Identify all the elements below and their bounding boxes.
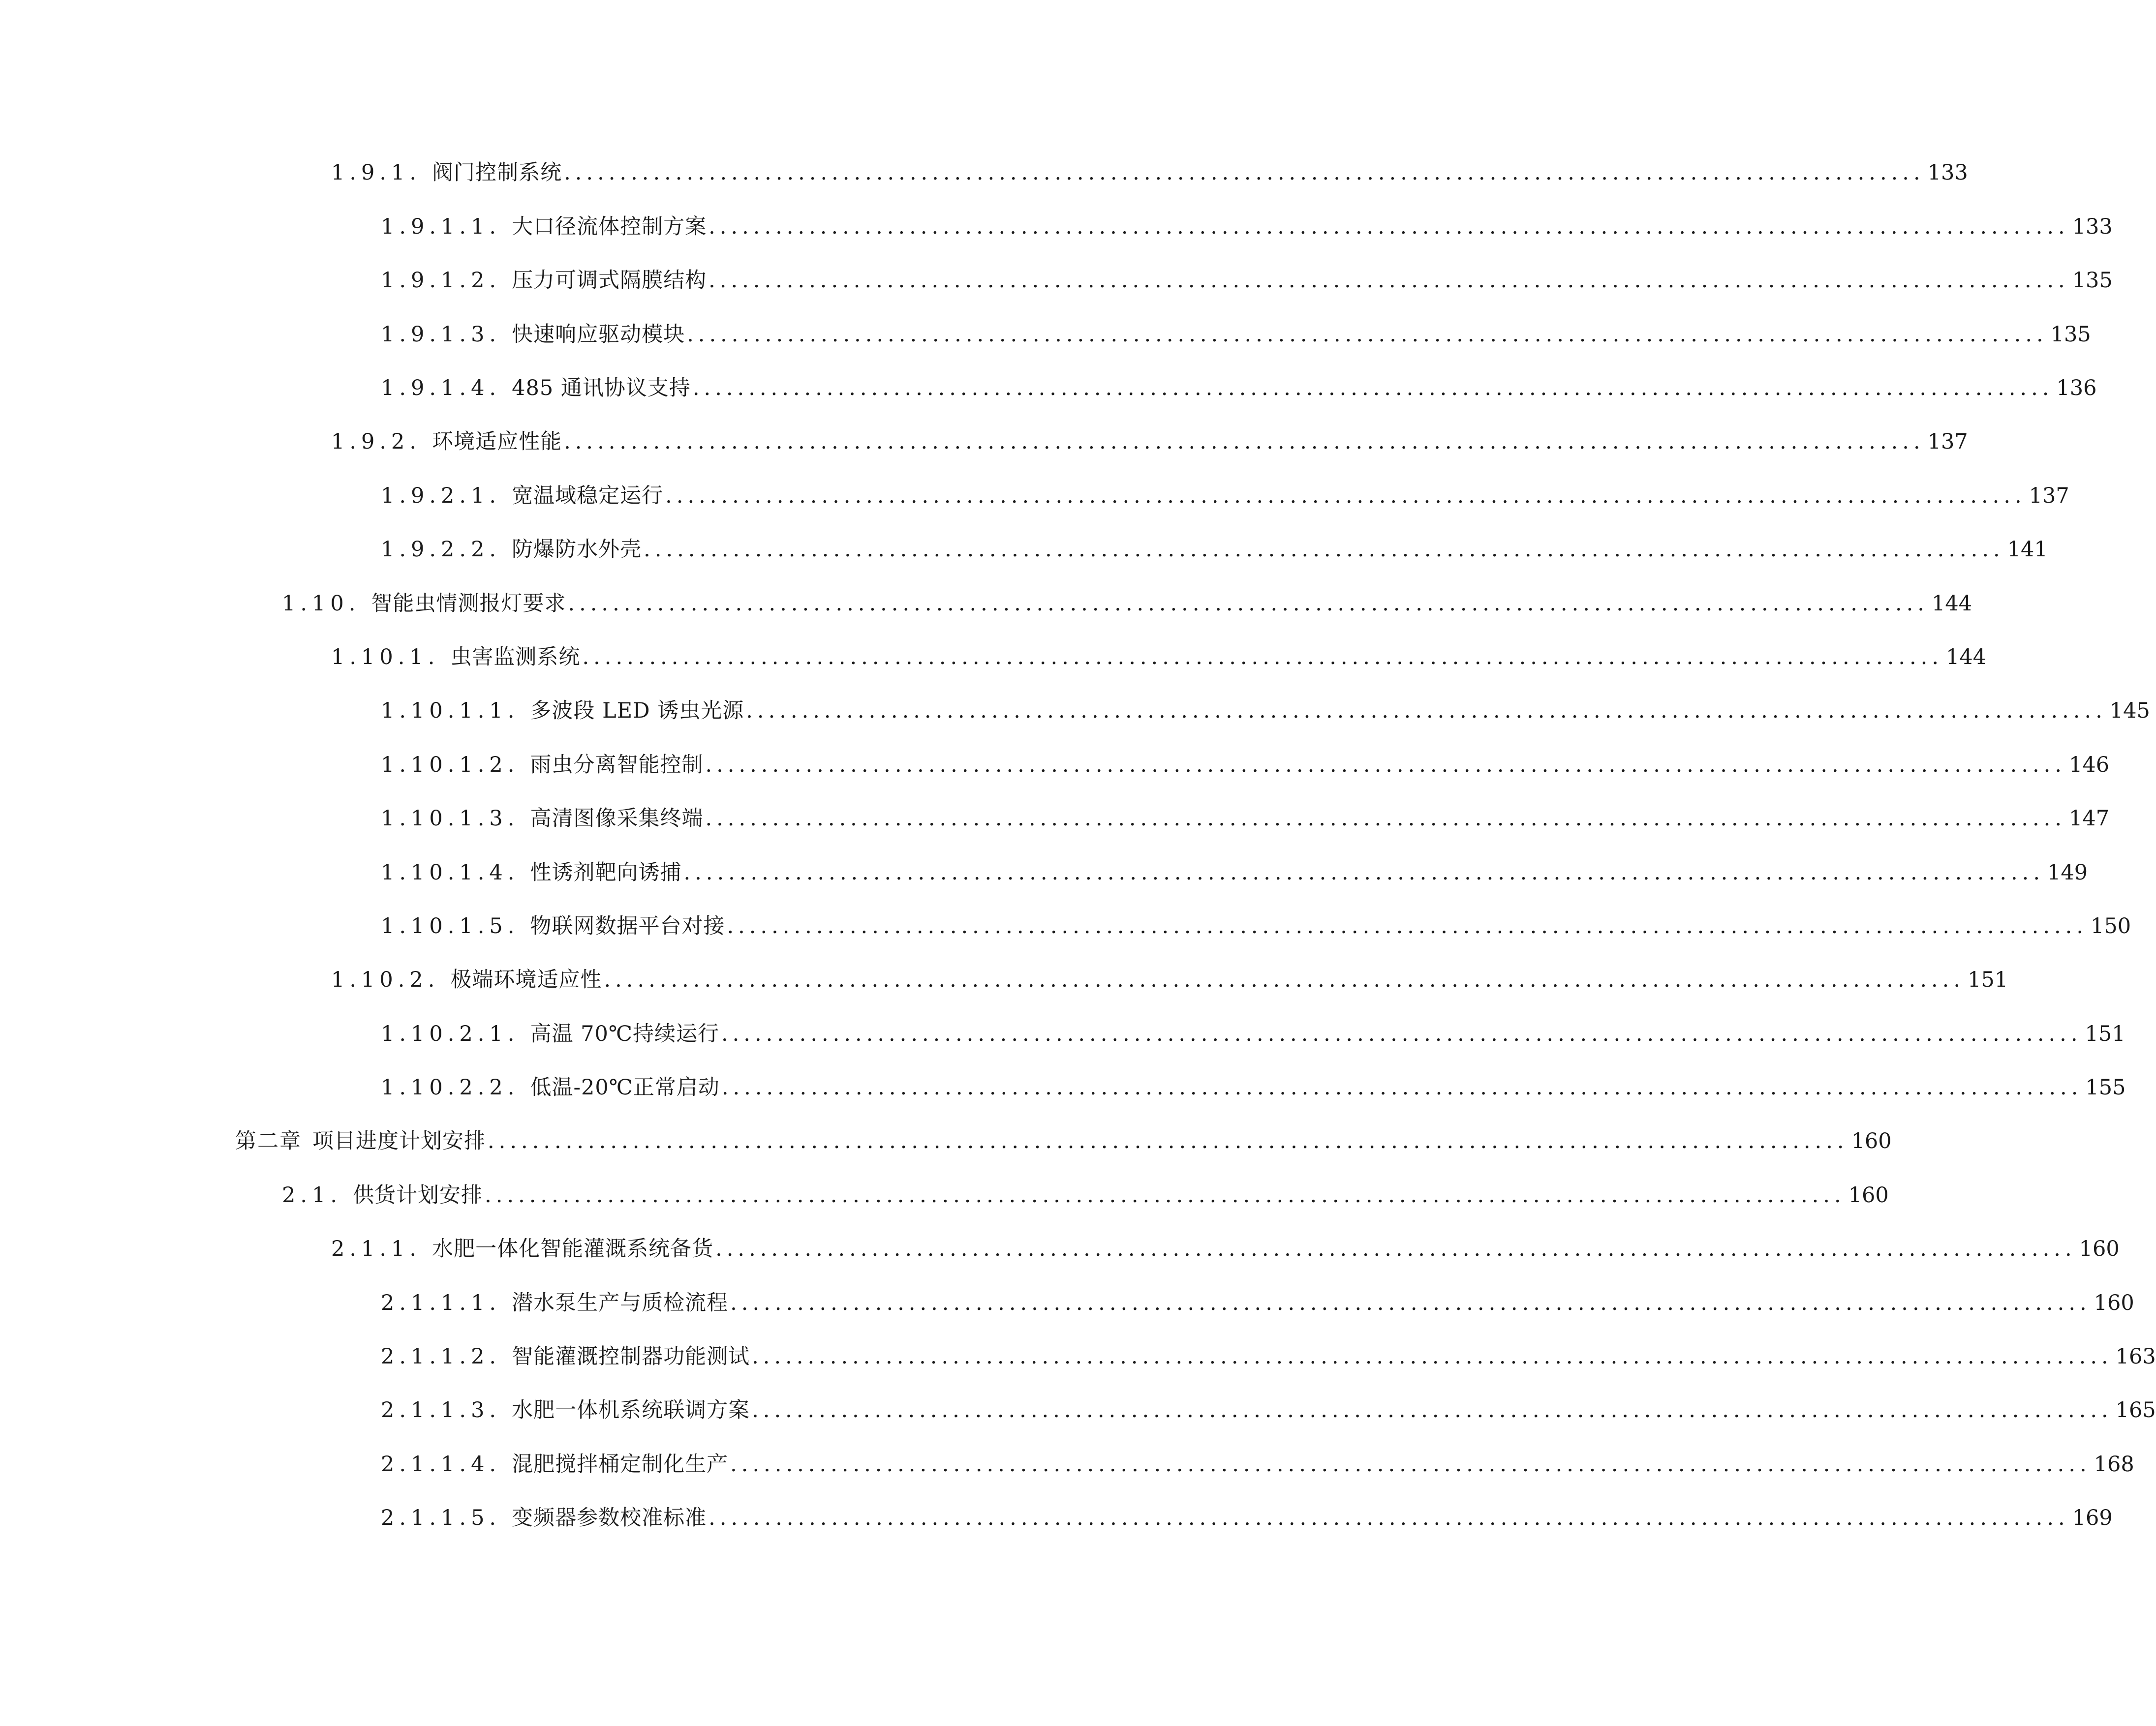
toc-entry[interactable] (381, 853, 2088, 892)
toc-entry-number: 第二章 (235, 1129, 302, 1153)
toc-entry-page: 160 (1851, 1129, 1892, 1153)
toc-entry-page: 149 (2047, 860, 2088, 885)
toc-entry-page: 146 (2069, 753, 2110, 777)
toc-entry-page: 155 (2085, 1075, 2126, 1100)
toc-entry-number: 1.10.1.5. (381, 914, 520, 939)
toc-dot-leader: .......................................................................................................................... (687, 322, 2048, 347)
toc-entry[interactable] (282, 1176, 1889, 1215)
toc-entry[interactable] (381, 1014, 2125, 1054)
toc-entry[interactable] (381, 476, 2069, 515)
toc-entry-number: 1.10.2.1. (381, 1022, 520, 1046)
toc-dot-leader: .......................................................................................................................... (752, 1398, 2113, 1423)
toc-entry-number: 1.9.1. (331, 160, 422, 185)
toc-entry[interactable] (235, 1121, 1892, 1161)
toc-entry-title: 供货计划安排 (353, 1183, 483, 1208)
toc-entry[interactable] (381, 261, 2113, 300)
toc-entry-page: 137 (1927, 429, 1968, 454)
toc-entry[interactable] (381, 1337, 2156, 1376)
toc-entry-title: 多波段 LED 诱虫光源 (530, 698, 744, 723)
toc-entry-number: 1.10.2. (331, 968, 440, 992)
toc-dot-leader: .......................................................................................................................... (705, 753, 2066, 777)
toc-entry-number: 1.10. (282, 591, 361, 616)
toc-entry-title: 项目进度计划安排 (312, 1129, 486, 1153)
toc-entry-page: 151 (2085, 1022, 2125, 1046)
toc-entry-page: 160 (2094, 1291, 2134, 1315)
toc-entry-title: 性诱剂靶向诱捕 (530, 860, 682, 885)
toc-entry-number: 1.9.1.1. (381, 214, 501, 239)
toc-entry-number: 1.10.1.2. (381, 753, 520, 777)
toc-entry-title: 水肥一体化智能灌溉系统备货 (432, 1237, 714, 1261)
toc-entry-number: 2.1.1.3. (381, 1398, 501, 1423)
toc-entry[interactable] (331, 422, 1968, 461)
toc-dot-leader: .......................................................................................................................... (708, 214, 2069, 239)
toc-entry[interactable] (282, 584, 1972, 623)
toc-entry-title: 混肥搅拌桶定制化生产 (512, 1452, 729, 1477)
toc-entry[interactable] (381, 907, 2131, 946)
toc-entry[interactable] (381, 1068, 2126, 1107)
toc-dot-leader: .......................................................................................................................... (568, 591, 1929, 616)
toc-entry-page: 151 (1968, 968, 2008, 992)
toc-entry-title: 压力可调式隔膜结构 (512, 268, 707, 293)
toc-entry-number: 1.10.1.4. (381, 860, 520, 885)
toc-entry-page: 136 (2056, 376, 2097, 400)
toc-dot-leader: .......................................................................................................................... (730, 1452, 2091, 1477)
toc-entry-title: 高清图像采集终端 (530, 806, 704, 831)
toc-entry-number: 1.9.2. (331, 429, 422, 454)
toc-dot-leader: .......................................................................................................................... (692, 376, 2054, 400)
toc-entry-page: 160 (2079, 1237, 2120, 1261)
toc-dot-leader: .......................................................................................................................... (683, 860, 2045, 885)
toc-entry-title: 物联网数据平台对接 (530, 914, 725, 939)
toc-entry-page: 133 (1927, 160, 1968, 185)
toc-entry-number: 1.10.1.1. (381, 698, 520, 723)
toc-dot-leader: .......................................................................................................................... (488, 1129, 1848, 1153)
toc-entry[interactable] (381, 799, 2110, 838)
toc-entry-number: 2.1. (282, 1183, 342, 1208)
toc-dot-leader: .......................................................................................................................... (727, 914, 2088, 939)
toc-entry[interactable] (381, 207, 2113, 246)
toc-entry-title: 快速响应驱动模块 (512, 322, 685, 347)
toc-dot-leader: .......................................................................................................................... (665, 484, 2026, 508)
toc-entry-title: 雨虫分离智能控制 (530, 753, 704, 777)
toc-entry-number: 2.1.1.1. (381, 1291, 501, 1315)
toc-entry-title: 虫害监测系统 (450, 645, 581, 669)
toc-dot-leader: .......................................................................................................................... (604, 968, 1965, 992)
toc-entry-page: 160 (1848, 1183, 1889, 1208)
toc-entry-page: 133 (2072, 214, 2113, 239)
toc-entry[interactable] (331, 960, 2008, 999)
toc-entry-title: 485 通讯协议支持 (512, 376, 691, 400)
toc-entry-number: 2.1.1. (331, 1237, 422, 1261)
toc-entry-title: 宽温域稳定运行 (512, 484, 664, 508)
toc-entry-title: 低温-20℃正常启动 (530, 1075, 720, 1100)
toc-entry[interactable] (331, 637, 1987, 677)
toc-entry-page: 165 (2115, 1398, 2156, 1423)
toc-entry[interactable] (381, 745, 2110, 785)
toc-entry-page: 145 (2109, 698, 2150, 723)
toc-entry-page: 135 (2050, 322, 2091, 347)
toc-dot-leader: .......................................................................................................................... (485, 1183, 1846, 1208)
toc-dot-leader: .......................................................................................................................... (708, 1506, 2069, 1530)
toc-entry[interactable] (381, 1445, 2134, 1484)
toc-entry[interactable] (381, 368, 2097, 408)
toc-entry-number: 2.1.1.4. (381, 1452, 501, 1477)
toc-entry-title: 高温 70℃持续运行 (530, 1022, 719, 1046)
toc-dot-leader: .......................................................................................................................... (705, 806, 2066, 831)
toc-entry-number: 1.9.1.2. (381, 268, 501, 293)
toc-dot-leader: .......................................................................................................................... (644, 537, 2004, 562)
toc-entry-number: 2.1.1.5. (381, 1506, 501, 1530)
toc-entry-number: 1.9.2.1. (381, 484, 501, 508)
toc-entry-page: 168 (2094, 1452, 2134, 1477)
toc-entry[interactable] (331, 153, 1968, 192)
toc-entry[interactable] (381, 315, 2091, 354)
toc-entry-title: 极端环境适应性 (450, 968, 602, 992)
toc-dot-leader: .......................................................................................................................... (715, 1237, 2076, 1261)
toc-entry-number: 2.1.1.2. (381, 1344, 501, 1369)
toc-dot-leader: .......................................................................................................................... (746, 698, 2107, 723)
toc-entry-title: 智能灌溉控制器功能测试 (512, 1344, 750, 1369)
toc-entry-page: 163 (2115, 1344, 2156, 1369)
toc-entry-page: 144 (1931, 591, 1972, 616)
toc-entry-page: 135 (2072, 268, 2113, 293)
toc-entry-number: 1.10.1. (331, 645, 440, 669)
toc-dot-leader: .......................................................................................................................... (752, 1344, 2113, 1369)
toc-entry-title: 防爆防水外壳 (512, 537, 642, 562)
toc-dot-leader: .......................................................................................................................... (564, 429, 1925, 454)
toc-entry-page: 169 (2072, 1506, 2113, 1530)
toc-entry-page: 141 (2007, 537, 2048, 562)
toc-dot-leader: .......................................................................................................................... (564, 160, 1925, 185)
toc-dot-leader: .......................................................................................................................... (721, 1075, 2083, 1100)
toc-entry[interactable] (381, 691, 2150, 730)
toc-entry-title: 大口径流体控制方案 (512, 214, 707, 239)
toc-entry-page: 137 (2029, 484, 2069, 508)
toc-entry-number: 1.9.2.2. (381, 537, 501, 562)
toc-entry-number: 1.10.2.2. (381, 1075, 520, 1100)
toc-entry[interactable] (381, 1283, 2134, 1323)
toc-dot-leader: .......................................................................................................................... (721, 1022, 2082, 1046)
toc-entry-number: 1.9.1.4. (381, 376, 501, 400)
toc-entry-title: 环境适应性能 (432, 429, 562, 454)
toc-entry-page: 147 (2069, 806, 2110, 831)
toc-entry-title: 变频器参数校准标准 (512, 1506, 707, 1530)
toc-dot-leader: .......................................................................................................................... (730, 1291, 2091, 1315)
toc-entry[interactable] (381, 530, 2048, 569)
toc-dot-leader: .......................................................................................................................... (582, 645, 1943, 669)
toc-entry-title: 阀门控制系统 (432, 160, 562, 185)
toc-entry-page: 144 (1946, 645, 1987, 669)
toc-dot-leader: .......................................................................................................................... (708, 268, 2069, 293)
toc-entry-number: 1.9.1.3. (381, 322, 501, 347)
toc-entry-title: 潜水泵生产与质检流程 (512, 1291, 729, 1315)
toc-entry[interactable] (331, 1229, 2120, 1269)
toc-entry[interactable] (381, 1391, 2156, 1430)
toc-entry-page: 150 (2091, 914, 2131, 939)
toc-entry-title: 水肥一体机系统联调方案 (512, 1398, 750, 1423)
toc-entry[interactable] (381, 1498, 2113, 1538)
toc-entry-title: 智能虫情测报灯要求 (371, 591, 566, 616)
toc-entry-number: 1.10.1.3. (381, 806, 520, 831)
